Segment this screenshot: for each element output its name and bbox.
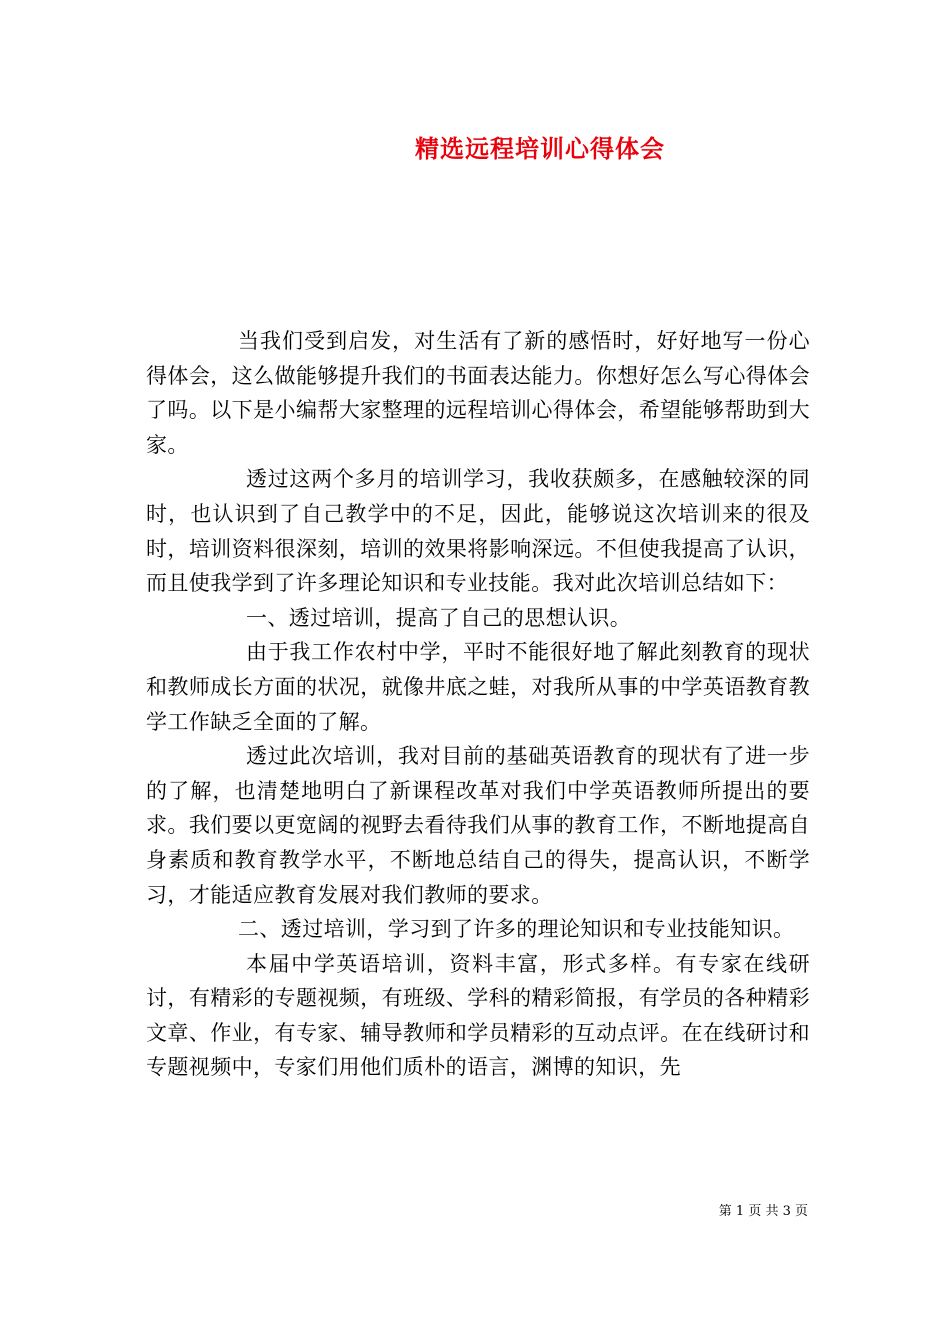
paragraph-training-content: 本届中学英语培训，资料丰富，形式多样。有专家在线研讨，有精彩的专题视频，有班级、学科的精彩简报，有学员的各种精彩文章、作业，有专家、辅导教师和学员精彩的互动点评。在在线研讨和专题视频中，专家们用他们质朴的语言，渊博的知识，先 (146, 951, 810, 1080)
section-heading-two: 二、透过培训，学习到了许多的理论知识和专业技能知识。 (238, 917, 795, 942)
paragraph-training-gains: 透过这两个多月的培训学习，我收获颇多，在感触较深的同时，也认识到了自己教学中的不足，因此，能够说这次培训来的很及时，培训资料很深刻，培训的效果将影响深远。不但使我提高了认识，而且使我学到了许多理论知识和专业技能。我对此次培训总结如下： (146, 467, 810, 596)
document-body (146, 324, 810, 1085)
page-title: 精选远程培训心得体会 (415, 134, 665, 163)
page-number-footer: 第 1 页 共 3 页 (718, 1204, 808, 1219)
section-heading-one: 一、透过培训，提高了自己的思想认识。 (246, 605, 632, 630)
paragraph-intro: 当我们受到启发，对生活有了新的感悟时，好好地写一份心得体会，这么做能够提升我们的书面表达能力。你想好怎么写心得体会了吗。以下是小编帮大家整理的远程培训心得体会，希望能够帮助到大家。 (146, 329, 810, 457)
paragraph-rural-school: 由于我工作农村中学，平时不能很好地了解此刻教育的现状和教师成长方面的状况，就像井底之蛙，对我所从事的中学英语教育教学工作缺乏全面的了解。 (146, 640, 810, 734)
paragraph-english-education: 透过此次培训，我对目前的基础英语教育的现状有了进一步的了解，也清楚地明白了新课程改革对我们中学英语教师所提出的要求。我们要以更宽阔的视野去看待我们从事的教育工作，不断地提高自身素质和教育教学水平，不断地总结自己的得失，提高认识，不断学习，才能适应教育发展对我们教师的要求。 (146, 744, 810, 907)
